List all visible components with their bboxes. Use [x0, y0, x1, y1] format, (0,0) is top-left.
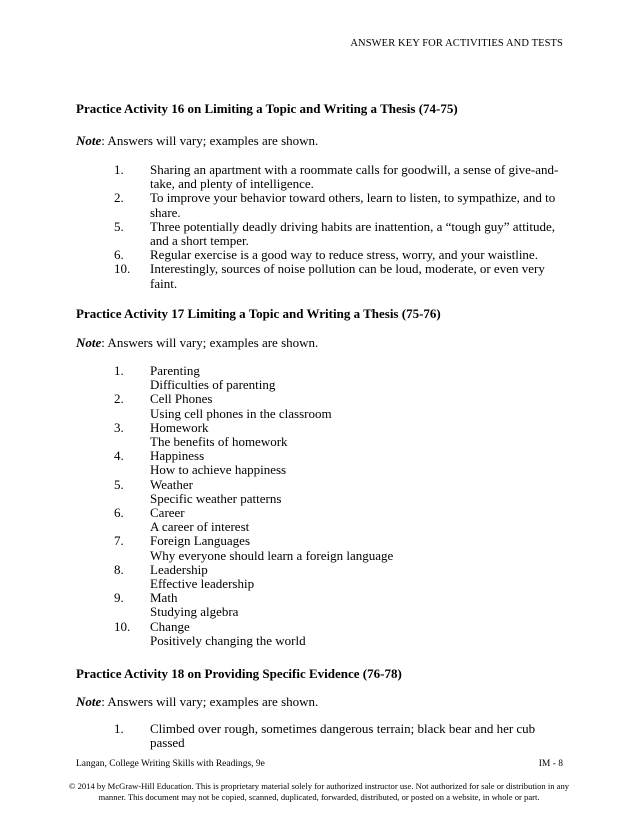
list-item-line — [0, 392, 638, 406]
list-item-text: Weather — [150, 476, 193, 492]
list-item-number: 6. — [114, 247, 124, 263]
list-item-number: 2. — [114, 391, 124, 407]
activity17-note — [76, 335, 318, 351]
list-item-line — [0, 591, 638, 605]
list-item-number: 10. — [114, 261, 131, 277]
list-item-text: To improve your behavior toward others, learn to listen, to sympathize, and to — [150, 190, 556, 206]
note-label: Note — [76, 133, 102, 148]
list-item-text: take, and plenty of intelligence. — [150, 176, 314, 192]
list-item-line — [0, 206, 638, 220]
list-item-text: Interestingly, sources of noise pollution can be loud, moderate, or even very faint. — [150, 261, 545, 291]
list-item-line — [0, 248, 638, 262]
list-item-text: Math — [150, 590, 178, 606]
list-item-text: Sharing an apartment with a roommate calls for goodwill, a sense of give-and- — [150, 162, 559, 177]
list-item-text: Studying algebra — [150, 604, 239, 620]
list-item-line — [0, 577, 638, 591]
footer-page-number: IM - 8 — [538, 759, 563, 769]
note-text: : Answers will vary; examples are shown. — [101, 335, 319, 350]
list-item-text: Using cell phones in the classroom — [150, 405, 332, 421]
list-item-line — [0, 234, 638, 248]
list-item-line — [0, 364, 638, 378]
list-item-number: 5. — [114, 476, 124, 492]
list-item-line — [0, 722, 638, 750]
list-item-text: Leadership — [150, 561, 208, 577]
list-item-line — [0, 563, 638, 577]
list-item-text: The benefits of homework — [150, 434, 288, 450]
list-item-number: 6. — [114, 505, 124, 521]
list-item-number: 7. — [114, 533, 124, 549]
activity16-note — [76, 133, 318, 149]
list-item-text: Foreign Languages — [150, 533, 251, 549]
list-item-number: 8. — [114, 561, 124, 577]
note-label: Note — [76, 694, 102, 709]
list-item-line — [0, 177, 638, 191]
activity18-list — [0, 722, 638, 750]
footer-book-title: Langan, College Writing Skills with Readings, 9e — [76, 759, 265, 769]
list-item-number: 10. — [114, 618, 131, 634]
list-item-text: Difficulties of parenting — [150, 377, 276, 393]
list-item-text: Career — [150, 505, 185, 521]
list-item-line — [0, 163, 638, 177]
list-item-line — [0, 620, 638, 634]
list-item-number: 1. — [114, 162, 124, 177]
list-item-line — [0, 191, 638, 205]
note-text: : Answers will vary; examples are shown. — [101, 133, 319, 148]
list-item-text: Climbed over rough, sometimes dangerous terrain; black bear and her cub passed — [150, 721, 536, 751]
list-item-number: 5. — [114, 218, 124, 234]
list-item-number: 4. — [114, 448, 124, 464]
list-item-line — [0, 262, 638, 290]
list-item-line — [0, 421, 638, 435]
activity16-list — [0, 163, 638, 291]
list-item-text: Effective leadership — [150, 576, 255, 592]
list-item-line — [0, 463, 638, 477]
list-item-text: and a short temper. — [150, 233, 249, 249]
copyright-notice: © 2014 by McGraw-Hill Education. This is proprietary material solely for authorized instructor use. Not authorized for sale or distribution in any manner. This document may not be copied, scanned, duplicated, forwarded, distributed, or posted on a website, in whole or part. — [68, 781, 570, 802]
list-item-text: Three potentially deadly driving habits are inattention, a “tough guy” attitude, — [150, 218, 556, 234]
list-item-line — [0, 378, 638, 392]
list-item-line — [0, 506, 638, 520]
list-item-number: 2. — [114, 190, 124, 206]
list-item-text: Specific weather patterns — [150, 490, 282, 506]
note-text: : Answers will vary; examples are shown. — [101, 694, 319, 709]
list-item-number: 1. — [114, 721, 124, 736]
activity17-heading: Practice Activity 17 Limiting a Topic and Writing a Thesis (75-76) — [76, 306, 441, 321]
list-item-line — [0, 534, 638, 548]
activity17-list — [0, 364, 638, 648]
list-item-line — [0, 520, 638, 534]
list-item-text: Happiness — [150, 448, 205, 464]
activity16-heading: Practice Activity 16 on Limiting a Topic and Writing a Thesis (74-75) — [76, 101, 458, 116]
list-item-text: Positively changing the world — [150, 632, 306, 648]
list-item-text: A career of interest — [150, 519, 250, 535]
list-item-line — [0, 549, 638, 563]
list-item-text: Homework — [150, 419, 209, 435]
list-item-line — [0, 449, 638, 463]
activity18-heading: Practice Activity 18 on Providing Specific Evidence (76-78) — [76, 666, 402, 681]
running-header: ANSWER KEY FOR ACTIVITIES AND TESTS — [350, 38, 563, 49]
note-label: Note — [76, 335, 102, 350]
list-item-text: Regular exercise is a good way to reduce stress, worry, and your waistline. — [150, 247, 538, 263]
list-item-text: Change — [150, 618, 190, 634]
list-item-line — [0, 435, 638, 449]
list-item-line — [0, 634, 638, 648]
list-item-line — [0, 605, 638, 619]
list-item-line — [0, 492, 638, 506]
list-item-number: 9. — [114, 590, 124, 606]
list-item-text: Cell Phones — [150, 391, 213, 407]
list-item-text: How to achieve happiness — [150, 462, 287, 478]
activity18-note — [76, 694, 318, 710]
list-item-line — [0, 407, 638, 421]
list-item-line — [0, 478, 638, 492]
list-item-line — [0, 220, 638, 234]
list-item-text: share. — [150, 204, 181, 220]
list-item-number: 3. — [114, 419, 124, 435]
list-item-text: Why everyone should learn a foreign language — [150, 547, 394, 563]
list-item-text: Parenting — [150, 363, 200, 378]
list-item-number: 1. — [114, 363, 124, 378]
